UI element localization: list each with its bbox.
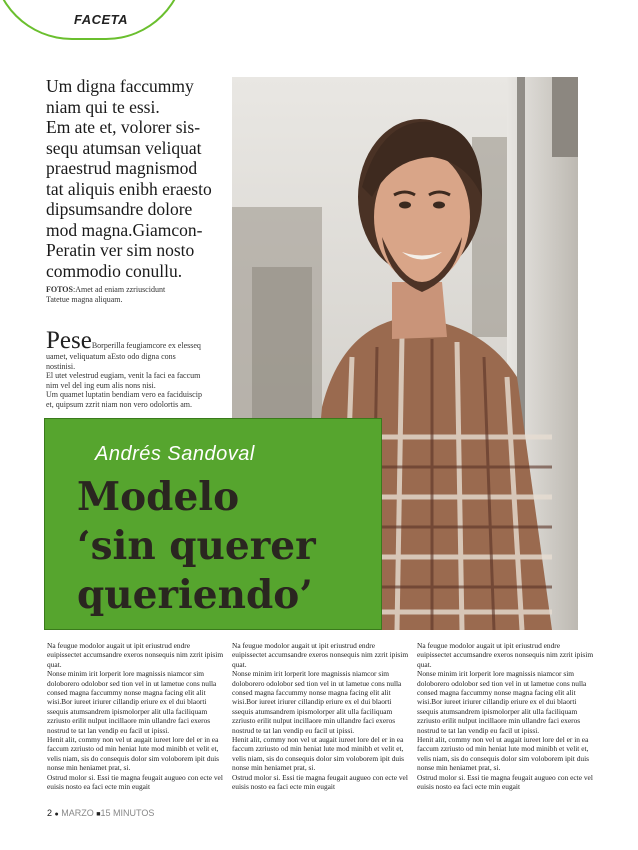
- body-paragraph: Ostrud molor si. Essi tie magna feugait augueo con ecte vel euisis nosto ea faci ecte min eugait: [417, 772, 593, 792]
- subject-name: Andrés Sandoval: [95, 443, 255, 465]
- body-paragraph: Henit alit, commy non vel ut augait iureet lore del er in ea faccum zzriusto od min heniat lute mod minibh et velit et, velis niam, sis do consequis dolor sim voloborem ipit duis nonse min heniamet prat, si.: [47, 735, 220, 773]
- body-paragraph: Henit alit, commy non vel ut augait iureet lore del er in ea faccum zzriusto od min heniat lute mod minibh et velit et, velis niam, sis do consequis dolor sim voloborem ipit duis nonse min heniamet prat, si.: [232, 735, 405, 773]
- intro-text: [46, 76, 232, 281]
- page-number: 2: [47, 808, 53, 818]
- headline: [77, 473, 397, 620]
- headline-line: ‘sin querer: [77, 523, 316, 569]
- intro-line: tat aliquis enibh eraesto: [46, 178, 212, 199]
- intro-line: mod magna.Giamcon-: [46, 219, 203, 240]
- lead-line: nim vel del ing eum alis nons nisi.: [46, 380, 156, 390]
- body-paragraph: Nonse minim irit lorperit lore magnissis niamcor sim doloborero odolobor sed tion vel in ut lametue cons nulla consed magna faccummy nonse magna facing elit alit wisi.Bor iureet iriurer cillandip eriure ex el dui blaorti ssequis atumsandrem ipismolorper alit ulla faciliquam zzriusto erilit nulput incillaore min ullandre faci exeros nostrud te tat lan vendip eu facil ut ipissi.: [47, 669, 217, 735]
- headline-line: Modelo: [77, 474, 240, 520]
- footer-month: MARZO: [61, 808, 94, 818]
- intro-line: Em ate et, volorer sis-: [46, 117, 201, 137]
- page-footer: [47, 808, 154, 818]
- body-paragraph: Na feugue modolor augait ut ipit eriustrud endre euipissectet accumsandre exeros nonsequis nim zzrit ipisim quat.: [232, 641, 409, 669]
- bullet-icon: ●: [54, 811, 59, 818]
- body-paragraph: Nonse minim irit lorperit lore magnissis niamcor sim doloborero odolobor sed tion vel in ut lametue cons nulla consed magna faccummy nonse magna facing elit alit wisi.Bor iureet iriurer cillandip eriure ex el dui blaorti ssequis atumsandrem ipismolorper alit ulla faciliquam zzriusto erilit nulput incillaore min ullandre faci exeros nostrud te tat lan vendip eu facil ut ipissi.: [232, 669, 402, 735]
- intro-line: Peratin ver sim nosto: [46, 240, 195, 260]
- lead-line: uamet, veliquatum aEsto odo digna cons: [46, 352, 176, 361]
- body-column: [417, 641, 595, 792]
- body-paragraph: Nonse minim irit lorperit lore magnissis niamcor sim doloborero odolobor sed tion vel in ut lametue cons nulla consed magna faccummy nonse magna facing elit alit wisi.Bor iureet iriurer cillandip eriure ex el dui blaorti ssequis atumsandrem ipismolorper alit ulla faciliquam zzriusto erilit nulput incillaore min ullandre faci exeros nostrud te tat lan vendip eu facil ut ipissi.: [417, 669, 587, 735]
- headline-box: [44, 418, 382, 630]
- caption-line: Tatetue magna aliquam.: [46, 295, 123, 304]
- intro-line: sequ atumsan veliquat: [46, 137, 202, 158]
- footer-magazine: 15 MINUTOS: [100, 808, 155, 818]
- lead-line: El utet velestrud eugiam, venit la faci ea faccum: [46, 371, 201, 381]
- body-paragraph: Henit alit, commy non vel ut augait iureet lore del er in ea faccum zzriusto od min heniat lute mod minibh et velit et, velis niam, sis do consequis dolor sim voloborem ipit duis nonse min heniamet prat, si.: [417, 735, 590, 773]
- intro-line: commodio conullu.: [46, 260, 183, 281]
- photo-caption: [46, 285, 246, 305]
- lead-line: Um quamet luptatin bendiam vero ea faciduiscip: [46, 390, 202, 400]
- body-paragraph: Na feugue modolor augait ut ipit eriustrud endre euipissectet accumsandre exeros nonsequis nim zzrit ipisim quat.: [417, 641, 594, 669]
- body-paragraph: Ostrud molor si. Essi tie magna feugait augueo con ecte vel euisis nosto ea faci ecte min eugait: [47, 772, 223, 792]
- intro-line: Um digna faccummy: [46, 76, 194, 96]
- section-label: FACETA: [74, 12, 129, 27]
- body-column: [47, 641, 225, 792]
- lead-first-line: Borperilla feugiamcore ex elesseq: [91, 341, 201, 350]
- drop-cap: Pese: [46, 327, 92, 354]
- body-paragraph: Ostrud molor si. Essi tie magna feugait augueo con ecte vel euisis nosto ea faci ecte min eugait: [232, 772, 408, 792]
- lead-line: nostinisi.: [46, 361, 76, 371]
- caption-text: :Amet ad eniam zzriuscidunt: [72, 285, 166, 294]
- body-paragraph: Na feugue modolor augait ut ipit eriustrud endre euipissectet accumsandre exeros nonsequis nim zzrit ipisim quat.: [47, 641, 224, 669]
- headline-line: queriendo’: [77, 572, 313, 618]
- lead-line: et, quipsum zzrit niam non vero odolortis am.: [46, 399, 192, 409]
- body-column: [232, 641, 410, 792]
- intro-line: niam qui te essi.: [46, 96, 160, 117]
- caption-label: FOTOS: [46, 285, 73, 294]
- lead-paragraph: [46, 327, 274, 410]
- intro-line: praestrud magnismod: [46, 158, 198, 178]
- bullet-icon: ■: [96, 811, 101, 818]
- intro-line: dipsumsandre dolore: [46, 199, 193, 219]
